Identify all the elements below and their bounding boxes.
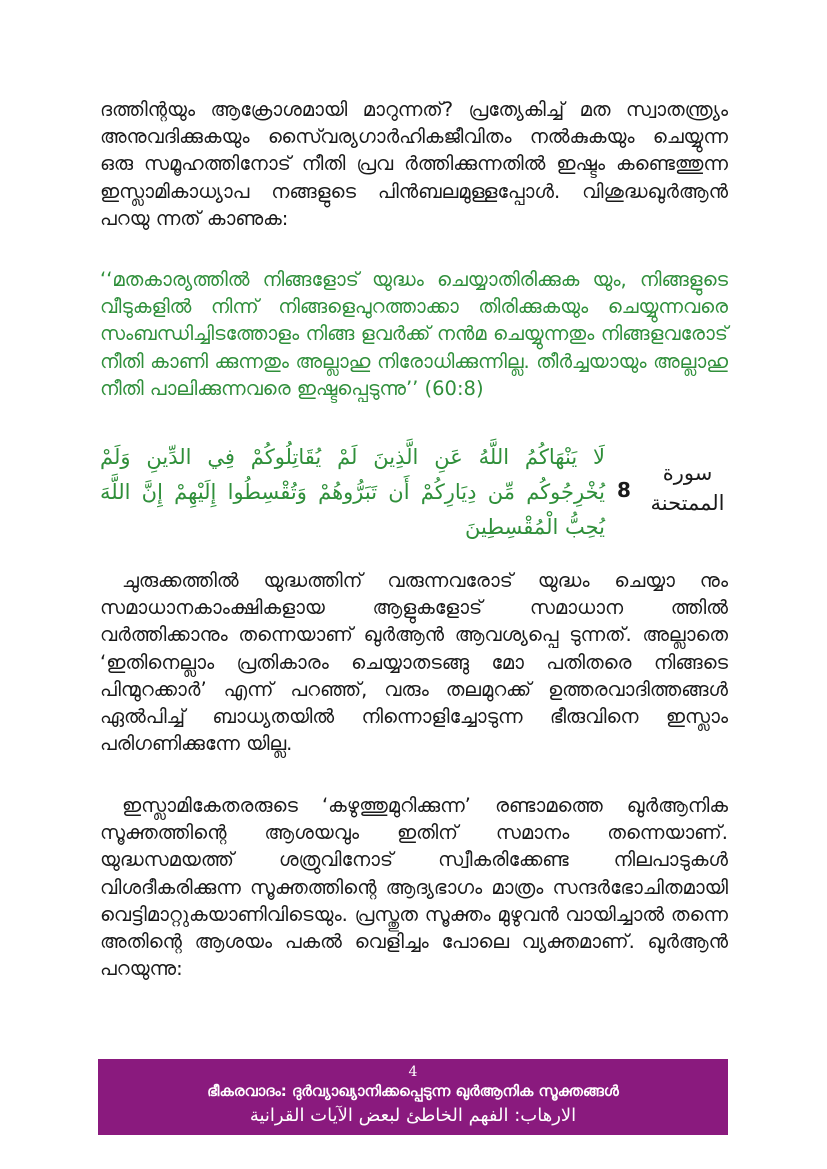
quran-arabic-verse: لَا يَنْهَاكُمُ اللَّهُ عَنِ الَّذِينَ لَمْ يُقَاتِلُوكُمْ فِي الدِّينِ وَلَمْ يُخْرِجُوكُم مِّن دِيَارِكُمْ أَن تَبَرُّوهُمْ وَتُقْسِطُوا إِلَيْهِمْ إِنَّ اللَّهَ يُحِبُّ الْمُقْسِطِينَ bbox=[100, 445, 605, 539]
book-title-malayalam: ഭീകരവാദം: ദുർവ്യാഖ്യാനിക്കപ്പെടുന്ന ഖുർആനിക സൂക്തങ്ങൾ bbox=[207, 1082, 619, 1100]
summary-paragraph: ചുരുക്കത്തിൽ യുദ്ധത്തിന് വരുന്നവരോട് യുദ്ധം ചെയ്യാ നും സമാധാനകാംക്ഷികളായ ആളുകളോട് സമാധാന ത്തിൽ വർത്തിക്കാനും തന്നെയാണ് ഖുർആൻ ആവശ്യപ്പെ ടുന്നത്. അല്ലാതെ ‘ഇതിനെല്ലാം പ്രതികാരം ചെയ്യാതടങ്ങു മോ പതിതരെ നിങ്ങടെ പിന്മുറക്കാർ’ എന്ന് പറഞ്ഞ്, വരും തലമുറക്ക് ഉത്തരവാദിത്തങ്ങൾ ഏൽപിച്ച് ബാധ്യതയിൽ നിന്നൊളിച്ചോടുന്ന ഭീരുവിനെ ഇസ്ലാം പരിഗണിക്കുന്നേ യില്ല. bbox=[100, 569, 728, 756]
second-verse-paragraph: ഇസ്ലാമികേതരരുടെ ‘കഴുത്തുമുറിക്കുന്ന’ രണ്ടാമത്തെ ഖുർആനിക സൂക്തത്തിന്റെ ആശയവും ഇതിന് സമാനം തന്നെയാണ്. യുദ്ധസമയത്ത് ശത്രുവിനോട് സ്വീകരിക്കേണ്ട നിലപാടുകൾ വിശദീകരിക്കുന്ന സൂക്തത്തിന്റെ ആദ്യഭാഗം മാത്രം സന്ദർഭോചിതമായി വെട്ടിമാറ്റുകയാണിവിടെയും. പ്രസ്തുത സൂക്തം മുഴുവൻ വായിച്ചാൽ തന്നെ അതിന്റെ ആശയം പകൽ വെളിച്ചം പോലെ വ്യക്തമാണ്. ഖുർആൻ പറയുന്നു: bbox=[100, 794, 728, 981]
page-number: 4 bbox=[408, 1064, 418, 1080]
verse-number: 8 bbox=[617, 478, 631, 502]
page-footer bbox=[98, 1059, 728, 1135]
surah-reference bbox=[640, 458, 735, 518]
book-title-arabic: الارهاب: الفهم الخاطئ لبعض الآيات القرانية bbox=[249, 1105, 577, 1126]
intro-paragraph: ദത്തിന്റയും ആക്രോശമായി മാറുന്നത്? പ്രത്യേകിച്ച് മത സ്വാതന്ത്ര്യം അനുവദിക്കുകയും സൈ്വര്യഗാർഹികജീവിതം നൽകുകയും ചെയ്യുന്ന ഒരു സമൂഹത്തിനോട് നീതി പ്രവ ർത്തിക്കുന്നതിൽ ഇഷ്ടം കണ്ടെത്തുന്ന ഇസ്ലാമികാധ്യാപ നങ്ങളുടെ പിൻബലമുള്ളപ്പോൾ. വിശുദ്ധഖുർആൻ പറയു ന്നത് കാണുക: bbox=[100, 98, 728, 230]
surah-name: الممتحنة bbox=[650, 491, 725, 515]
surah-label: سورة bbox=[662, 461, 713, 485]
quran-translation-quote: ‘‘മതകാര്യത്തിൽ നിങ്ങളോട് യുദ്ധം ചെയ്യാതിരിക്കുക യും, നിങ്ങളുടെ വീടുകളിൽ നിന്ന് നിങ്ങളെപുറത്താക്കാ തിരിക്കുകയും ചെയ്യുന്നവരെ സംബന്ധിച്ചിടത്തോളം നിങ്ങ ളവർക്ക് നൻമ ചെയ്യുന്നതും നിങ്ങളവരോട് നീതി കാണി ക്കുന്നതും അല്ലാഹു നിരോധിക്കുന്നില്ല. തീർച്ചയായും അല്ലാഹു നീതി പാലിക്കുന്നവരെ ഇഷ്ടപ്പെടുന്നു’’ (60:8) bbox=[100, 268, 728, 400]
